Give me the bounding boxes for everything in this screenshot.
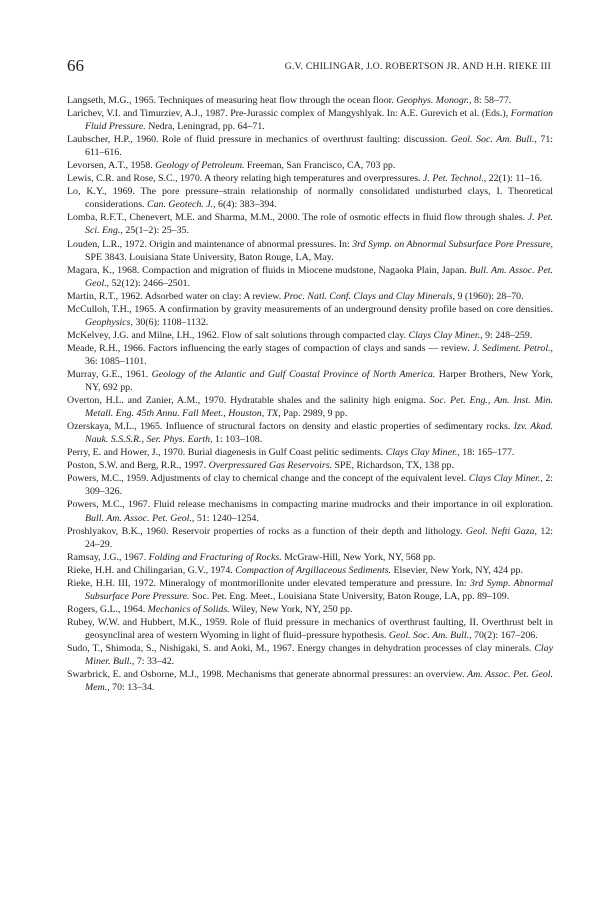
reference-details: Nedra, Leningrad, pp. 64–71.: [145, 121, 265, 133]
reference-details: , 71: 611–616.: [85, 134, 553, 159]
reference-details: , 1: 103–108.: [210, 434, 263, 446]
reference-entry: [67, 394, 553, 420]
reference-source: Bull. Am. Assoc. Pet. Geol.: [85, 512, 192, 524]
reference-text: Sudo, T., Shimoda, S., Nishigaki, S. and Aoki, M., 1967. Energy changes in dehydration processes of clay minerals.: [67, 642, 535, 654]
reference-source: Izv. Akad. Nauk. S.S.S.R., Ser. Phys. Earth: [85, 421, 553, 446]
reference-entry: [67, 616, 553, 642]
reference-source: Am. Assoc. Pet. Geol. Mem.: [85, 669, 553, 694]
reference-details: , 22(1): 11–16.: [483, 173, 543, 185]
reference-entry: [67, 329, 553, 342]
reference-text: Rogers, G.L., 1964.: [67, 603, 148, 615]
reference-details: McGraw-Hill, New York, NY, 568 pp.: [281, 551, 436, 563]
reference-entry: [67, 159, 553, 172]
reference-source: 3rd Symp. Abnormal Subsurface Pore Pressure.: [85, 577, 553, 602]
reference-source: Geophysics: [85, 316, 131, 328]
reference-details: , 25(1–2): 25–35.: [120, 225, 189, 237]
reference-details: Elsevier, New York, NY, 424 pp.: [391, 564, 523, 576]
reference-source: Formation Fluid Pressure.: [85, 108, 553, 133]
reference-details: Soc. Pet. Eng. Meet., Louisiana State University, Baton Rouge, LA, pp. 89–109.: [189, 590, 510, 602]
reference-entry: [67, 290, 553, 303]
reference-source: Overpressured Gas Reservoirs.: [208, 460, 333, 472]
reference-details: , 9: 248–259.: [480, 329, 533, 341]
reference-entry: [67, 525, 553, 551]
reference-entry: [67, 238, 553, 264]
reference-details: , 9 (1960): 28–70.: [452, 290, 524, 302]
reference-source: J. Pet. Technol.: [423, 173, 484, 185]
reference-entry: [67, 551, 553, 564]
reference-details: , 52(12): 2466–2501.: [106, 277, 191, 289]
reference-entry: [67, 342, 553, 368]
reference-details: Freeman, San Francisco, CA, 703 pp.: [244, 160, 396, 172]
reference-text: Ozerskaya, M.L., 1965. Influence of structural factors on density and elastic properties of sedimentary rocks.: [67, 421, 514, 433]
page-header: [67, 56, 551, 78]
reference-text: Levorsen, A.T., 1958.: [67, 160, 156, 172]
reference-source: Soc. Pet. Eng., Am. Inst. Min. Metall. Eng. 45th Annu. Fall Meet., Houston, TX: [85, 395, 553, 420]
reference-source: Mechanics of Solids.: [147, 603, 230, 615]
reference-source: Geophys. Monogr.: [396, 95, 469, 106]
reference-text: Rieke, H.H. III, 1972. Mineralogy of montmorillonite under elevated temperature and pressure. In:: [67, 577, 470, 589]
reference-source: Geology of the Atlantic and Gulf Coastal Province of North America.: [151, 368, 436, 380]
reference-entry: [67, 498, 553, 524]
reference-details: , 18: 165–177.: [457, 447, 515, 459]
reference-source: Clay Miner. Bull.: [85, 642, 553, 668]
reference-entry: [67, 94, 553, 107]
reference-source: Geol. Soc. Am. Bull.: [450, 134, 535, 146]
reference-entry: [67, 564, 553, 577]
reference-details: , 2: 309–326.: [85, 473, 553, 498]
reference-text: McCulloh, T.H., 1965. A confirmation by gravity measurements of an underground density profile based on core densities.: [67, 303, 553, 315]
reference-text: Louden, L.R., 1972. Origin and maintenance of abnormal pressures. In:: [67, 238, 353, 250]
reference-text: Poston, S.W. and Berg, R.R., 1997.: [67, 460, 209, 472]
reference-text: Rubey, W.W. and Hubbert, M.K., 1959. Role of fluid pressure in mechanics of overthrust faulting, II. Overthrust belt in geosynclinal area of western Wyoming in light of fluid–pressure hypothesis.: [67, 616, 553, 641]
reference-details: Harper Brothers, New York, NY, 692 pp.: [85, 368, 553, 394]
reference-text: Rieke, H.H. and Chilingarian, G.V., 1974.: [67, 564, 236, 576]
reference-text: Perry, E. and Hower, J., 1970. Burial diagenesis in Gulf Coast pelitic sediments.: [67, 447, 386, 459]
reference-text: Powers, M.C., 1967. Fluid release mechanisms in compacting marine mudrocks and their importance in oil exploration.: [67, 499, 553, 511]
reference-source: Folding and Fracturing of Rocks.: [148, 551, 282, 563]
reference-entry: [67, 211, 553, 237]
reference-entry: [67, 133, 553, 159]
reference-entry: [67, 668, 553, 694]
reference-source: Compaction of Argillaceous Sediments.: [235, 564, 392, 576]
reference-text: Lewis, C.R. and Rose, S.C., 1970. A theory relating high temperatures and overpressures.: [67, 173, 423, 185]
reference-details: , 70: 13–34.: [107, 682, 155, 694]
reference-text: Powers, M.C., 1959. Adjustments of clay to chemical change and the concept of the equivalent level.: [67, 473, 469, 485]
reference-text: Laubscher, H.P., 1960. Role of fluid pressure in mechanics of overthrust faulting: discussion.: [67, 134, 451, 146]
reference-entry: [67, 107, 553, 133]
reference-source: J. Sediment. Petrol.: [472, 342, 551, 354]
reference-source: 3rd Symp. on Abnormal Subsurface Pore Pressure: [352, 238, 551, 250]
reference-details: , SPE 3843. Louisiana State University, Baton Rouge, LA, May.: [85, 238, 553, 263]
reference-entry: [67, 185, 553, 211]
reference-text: Meade, R.H., 1966. Factors influencing the early stages of compaction of clays and sands — review.: [67, 342, 473, 354]
reference-source: Clays Clay Miner.: [385, 447, 458, 459]
reference-text: Lomba, R.F.T., Chenevert, M.E. and Sharma, M.M., 2000. The role of osmotic effects in fluid flow through shales.: [67, 212, 528, 224]
reference-text: Martin, R.T., 1962. Adsorbed water on clay: A review.: [67, 290, 284, 302]
reference-entry: [67, 577, 553, 603]
reference-entry: [67, 303, 553, 329]
reference-entry: [67, 420, 553, 446]
reference-source: Geology of Petroleum.: [155, 160, 245, 172]
reference-details: SPE, Richardson, TX, 138 pp.: [332, 460, 454, 472]
reference-entry: [67, 368, 553, 394]
reference-list: [67, 94, 553, 694]
reference-text: Ramsay, J.G., 1967.: [67, 551, 149, 563]
reference-source: Clays Clay Miner.: [408, 329, 481, 341]
reference-text: McKelvey, J.G. and Milne, I.H., 1962. Flow of salt solutions through compacted clay.: [67, 329, 409, 341]
reference-details: , 6(4): 383–394.: [213, 199, 277, 211]
reference-text: Proshlyakov, B.K., 1960. Reservoir properties of rocks as a function of their depth and lithology.: [67, 525, 466, 537]
reference-entry: [67, 459, 553, 472]
reference-entry: [67, 172, 553, 185]
reference-entry: [67, 642, 553, 668]
reference-source: Can. Geotech. J.: [146, 199, 214, 211]
reference-source: Proc. Natl. Conf. Clays and Clay Minerals: [283, 290, 453, 302]
reference-text: Murray, G.E., 1961.: [67, 368, 152, 380]
reference-details: , 70(2): 167–206.: [469, 629, 538, 641]
running-head: G.V. CHILINGAR, J.O. ROBERTSON JR. AND H.H. RIEKE III: [284, 61, 551, 72]
reference-text: Lo, K.Y., 1969. The pore pressure–strain relationship of normally consolidated undisturbed clays, I. Theoretical considerations.: [67, 186, 553, 211]
reference-entry: [67, 472, 553, 498]
reference-text: Overton, H.L. and Zanier, A.M., 1970. Hydratable shales and the salinity high enigma.: [67, 395, 430, 407]
reference-text: Langseth, M.G., 1965. Techniques of measuring heat flow through the ocean floor.: [67, 95, 397, 106]
reference-source: Bull. Am. Assoc. Pet. Geol.: [85, 264, 554, 289]
reference-source: Geol. Soc. Am. Bull.: [388, 629, 470, 641]
reference-details: , 8: 58–77.: [469, 95, 512, 106]
page-number: 66: [67, 56, 84, 75]
reference-details: , 12: 24–29.: [85, 525, 553, 550]
reference-entry: [67, 603, 553, 616]
reference-text: Swarbrick, E. and Osborne, M.J., 1998. Mechanisms that generate abnormal pressures: an overview.: [67, 669, 468, 681]
reference-source: Clays Clay Miner.: [468, 473, 541, 485]
reference-details: , 36: 1085–1101.: [85, 342, 553, 367]
reference-text: Magara, K., 1968. Compaction and migration of fluids in Miocene mudstone, Nagaoka Plain, Japan.: [67, 264, 470, 276]
reference-details: Wiley, New York, NY, 250 pp.: [229, 603, 353, 615]
reference-details: , 51: 1240–1254.: [191, 512, 259, 524]
reference-text: Larichev, V.I. and Timurziev, A.J., 1987. Pre-Jurassic complex of Mangyshlyak. In: A.E. Gurevich et al. (Eds.),: [67, 108, 511, 120]
reference-source: Geol. Nefti Gaza: [465, 525, 535, 537]
reference-entry: [67, 264, 553, 290]
reference-entry: [67, 446, 553, 459]
reference-details: , 30(6): 1108–1132.: [130, 316, 209, 328]
reference-source: J. Pet. Sci. Eng.: [85, 212, 554, 237]
reference-details: , 7: 33–42.: [131, 656, 175, 668]
reference-details: , Pap. 2989, 9 pp.: [278, 408, 348, 420]
